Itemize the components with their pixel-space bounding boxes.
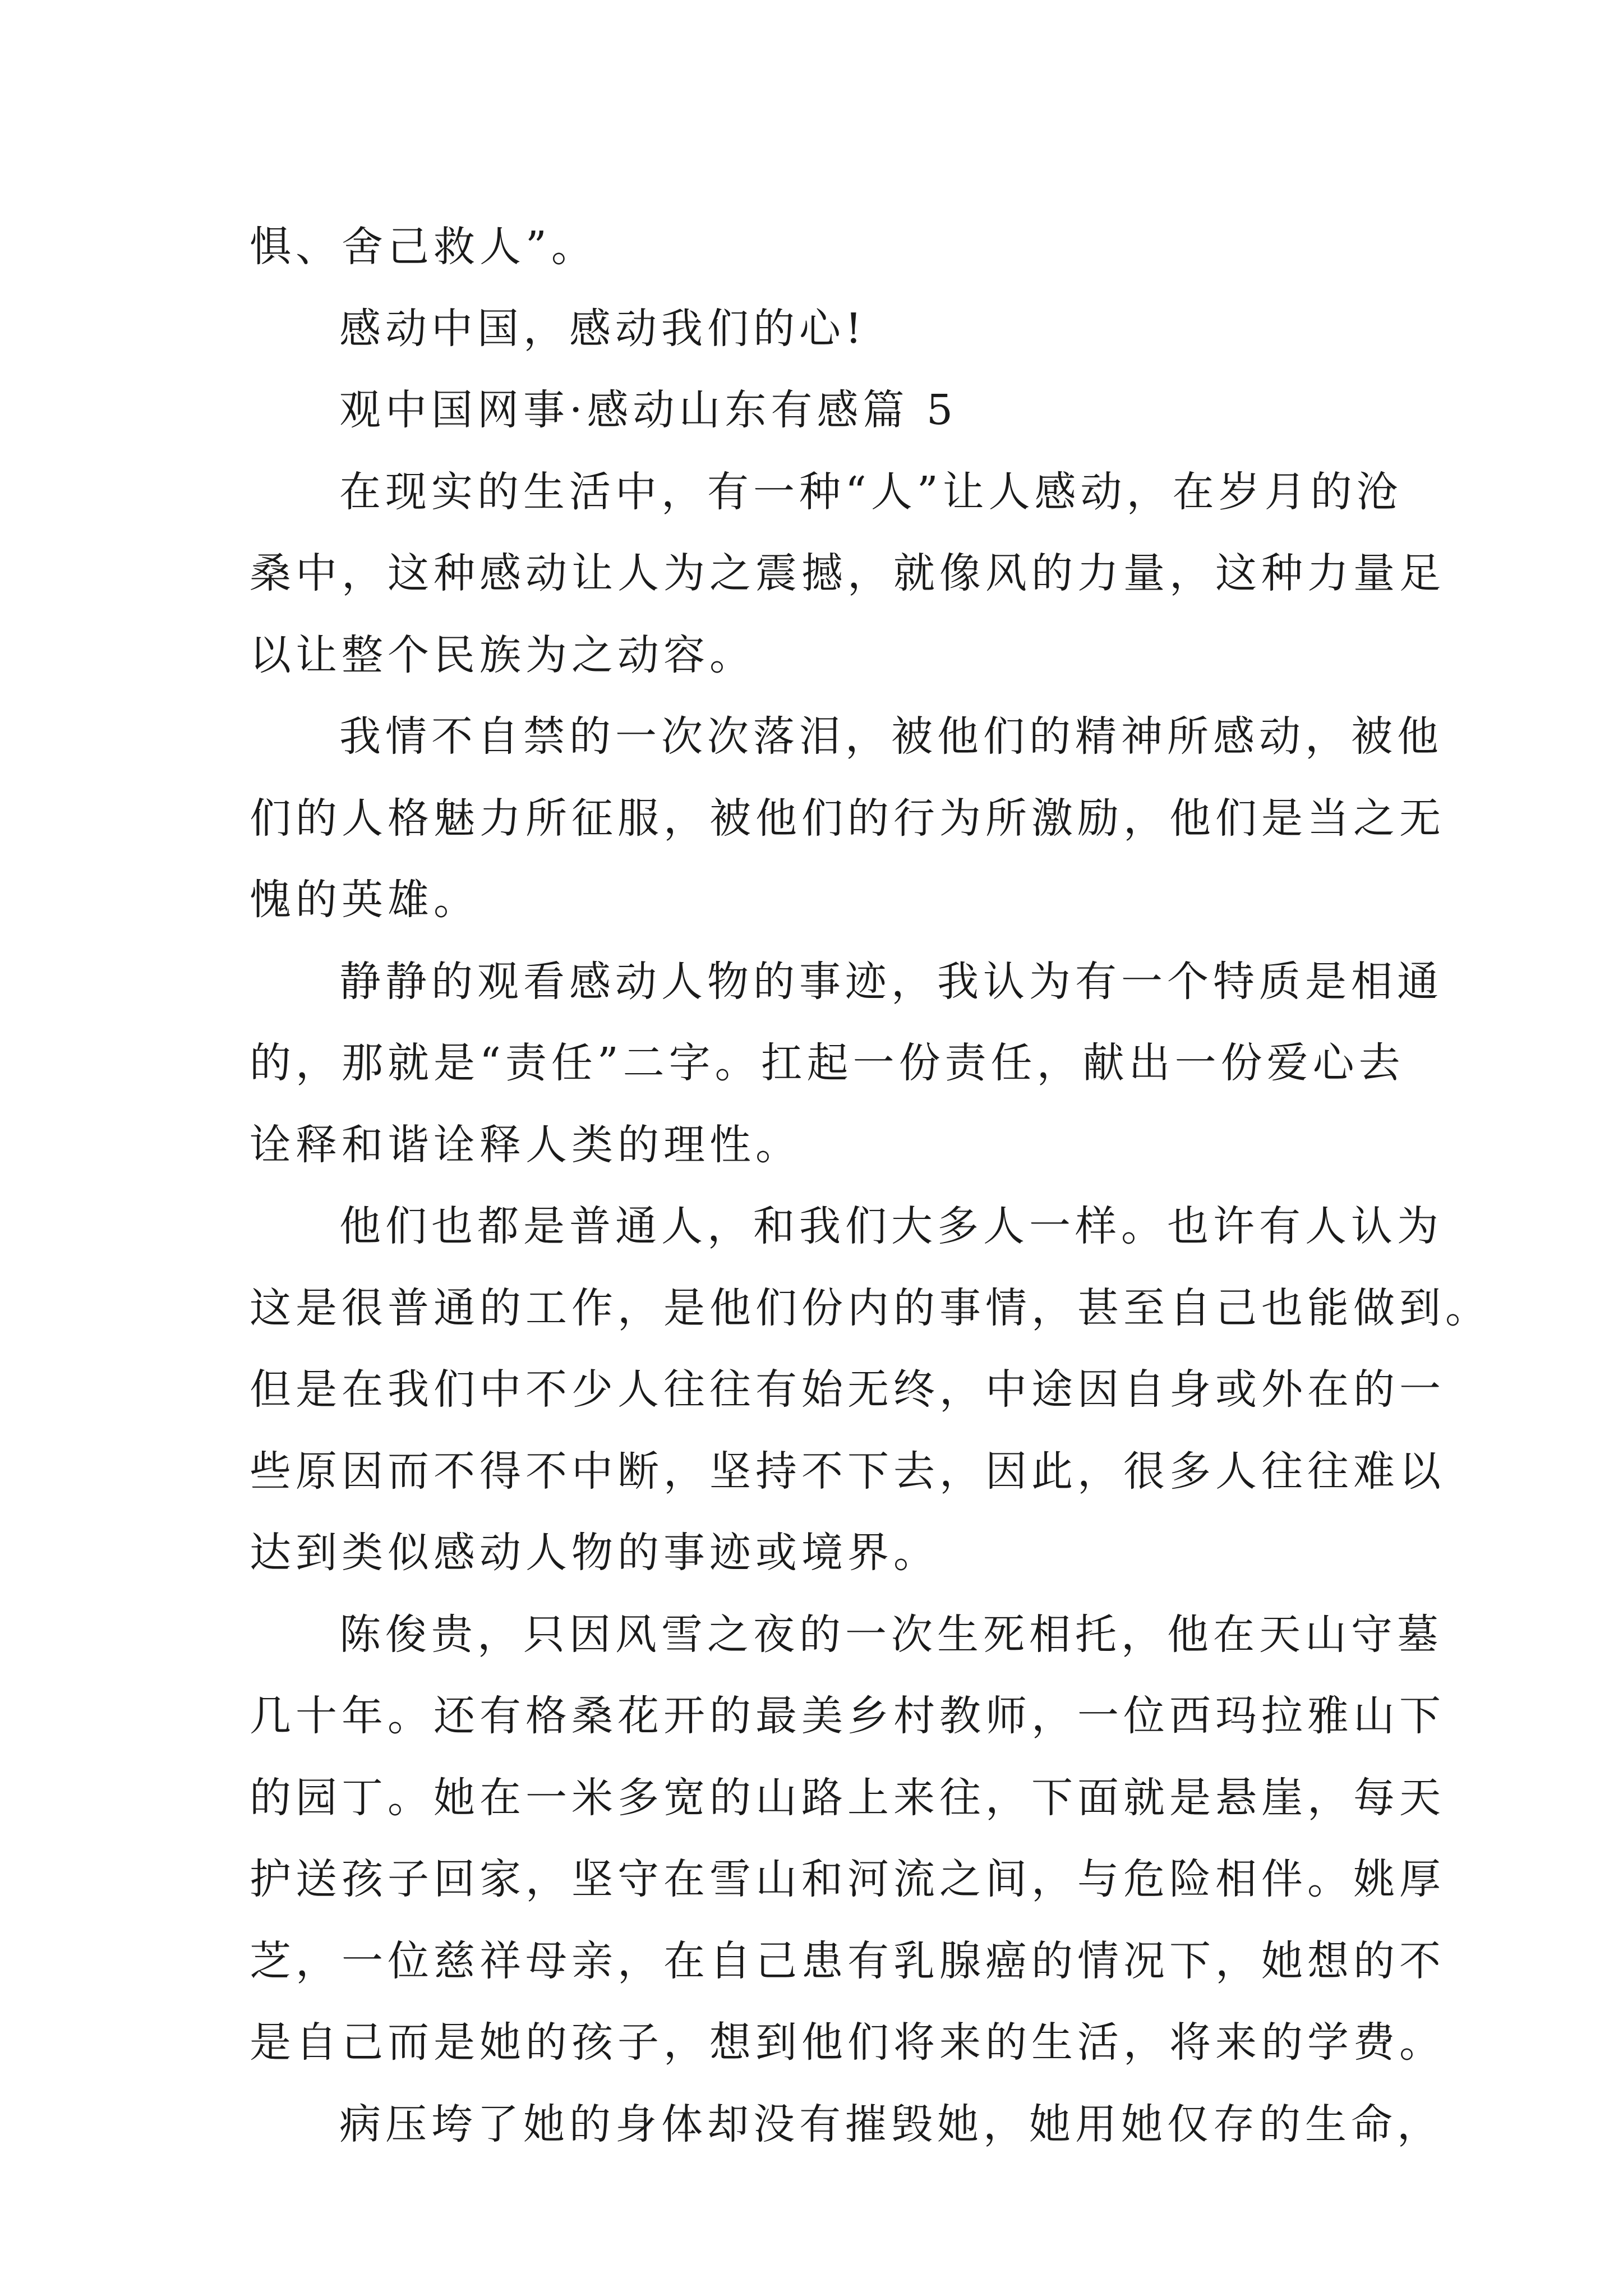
text-line: 的园丁。她在一米多宽的山路上来往，下面就是悬崖，每天 [250, 1773, 1445, 1822]
text-line: 这是很普通的工作，是他们份内的事情，甚至自己也能做到。 [250, 1283, 1491, 1332]
text-line: 是自己而是她的孩子，想到他们将来的生活，将来的学费。 [250, 2018, 1445, 2067]
text-line: 们的人格魅力所征服，被他们的行为所激励，他们是当之无 [250, 794, 1445, 843]
text-line: 我情不自禁的一次次落泪，被他们的精神所感动，被他 [339, 712, 1443, 761]
text-line: 护送孩子回家，坚守在雪山和河流之间，与危险相伴。姚厚 [250, 1855, 1445, 1903]
text-line: 以让整个民族为之动容。 [250, 631, 755, 679]
body-text [250, 206, 1491, 2165]
section-heading: 观中国网事·感动山东有感篇 5 [339, 386, 958, 434]
text-line: 桑中，这种感动让人为之震撼，就像风的力量，这种力量足 [250, 549, 1445, 597]
text-line: 病压垮了她的身体却没有摧毁她，她用她仅存的生命， [339, 2100, 1443, 2148]
text-line: 的，那就是“责任”二字。扛起一份责任，献出一份爱心去 [250, 1039, 1405, 1087]
text-line: 静静的观看感动人物的事迹，我认为有一个特质是相通 [339, 957, 1443, 1006]
text-line: 芝，一位慈祥母亲，在自己患有乳腺癌的情况下，她想的不 [250, 1936, 1445, 1985]
text-line: 些原因而不得不中断，坚持不下去，因此，很多人往往难以 [250, 1447, 1445, 1496]
text-line: 在现实的生活中，有一种“人”让人感动，在岁月的沧 [339, 467, 1403, 516]
text-line: 几十年。还有格桑花开的最美乡村教师，一位西玛拉雅山下 [250, 1692, 1445, 1740]
text-line: 愧的英雄。 [250, 876, 479, 924]
text-line: 惧、舍己救人”。 [250, 223, 597, 271]
text-line: 陈俊贵，只因风雪之夜的一次生死相托，他在天山守墓 [339, 1610, 1443, 1659]
text-line: 他们也都是普通人，和我们大多人一样。也许有人认为 [339, 1202, 1443, 1250]
text-line: 感动中国，感动我们的心! [339, 304, 866, 353]
text-line: 诠释和谐诠释人类的理性。 [250, 1120, 801, 1169]
text-line: 但是在我们中不少人往往有始无终，中途因自身或外在的一 [250, 1365, 1445, 1414]
text-line: 达到类似感动人物的事迹或境界。 [250, 1529, 939, 1577]
